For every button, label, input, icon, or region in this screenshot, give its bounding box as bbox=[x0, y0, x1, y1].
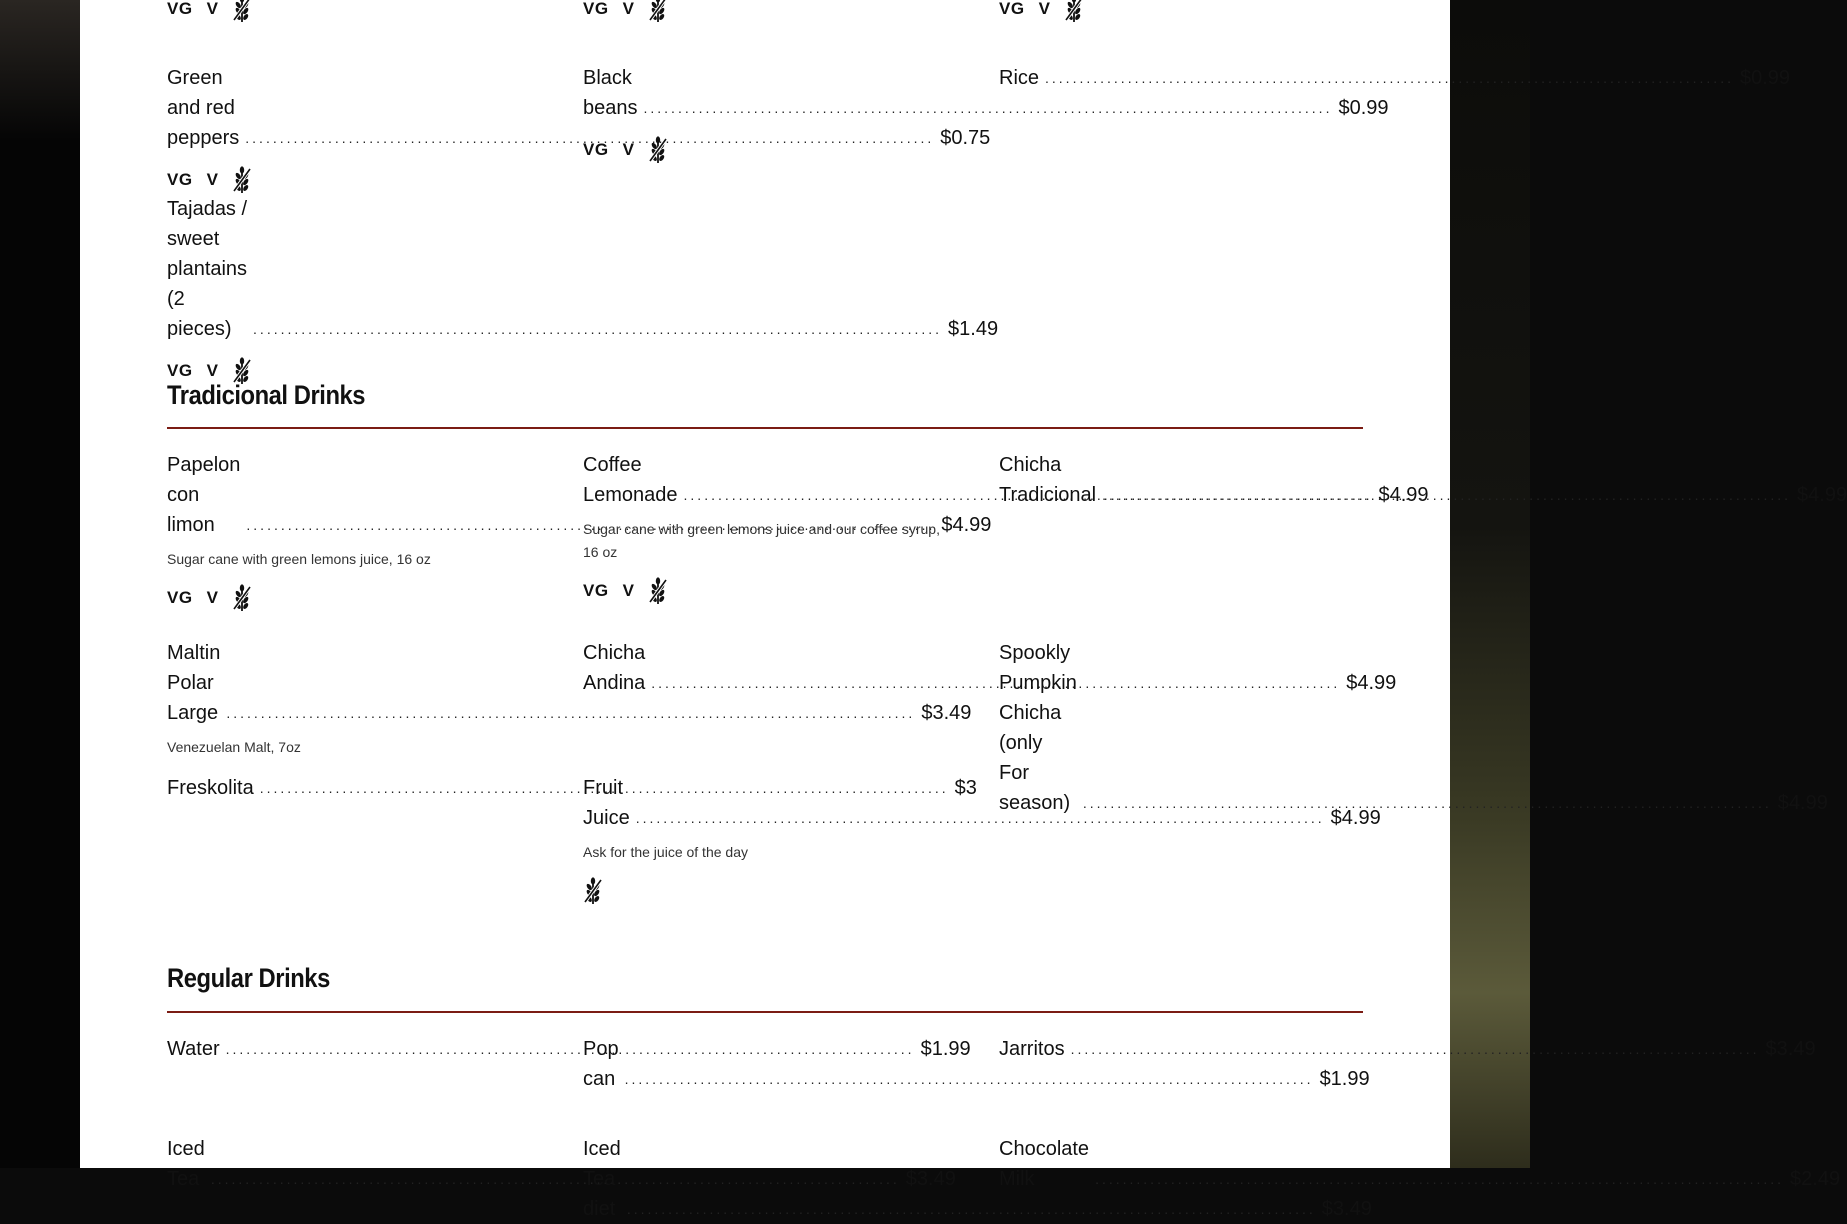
item-price: $1.49 bbox=[948, 318, 999, 340]
section-divider bbox=[167, 1011, 1363, 1013]
leader-dots bbox=[226, 698, 915, 728]
vegan-badge: VG bbox=[167, 170, 193, 189]
leader-dots bbox=[644, 93, 1333, 123]
menu-item bbox=[583, 773, 1381, 906]
item-name: Rice bbox=[999, 67, 1040, 89]
vegetarian-badge: V bbox=[622, 0, 635, 18]
vegan-badge: VG bbox=[167, 588, 193, 607]
vegan-badge: VG bbox=[167, 361, 193, 380]
section-title: Tradicional Drinks bbox=[167, 380, 366, 410]
item-name: Chicha Andina bbox=[583, 642, 646, 694]
item-name: Spookly Pumpkin Chicha (only For season) bbox=[999, 642, 1077, 814]
item-price: $4.99 bbox=[1378, 484, 1429, 506]
item-price: $3.49 bbox=[1321, 1198, 1372, 1220]
leader-dots bbox=[627, 1194, 1316, 1224]
item-name: Pop can bbox=[583, 1038, 619, 1090]
item-name: Jarritos bbox=[999, 1038, 1065, 1060]
vegetarian-badge: V bbox=[1038, 0, 1051, 18]
gluten-free-icon bbox=[648, 577, 668, 605]
menu-item bbox=[999, 63, 1791, 93]
item-name: Black beans bbox=[583, 67, 638, 119]
menu-item bbox=[999, 638, 1828, 818]
item-price: $3.49 bbox=[921, 702, 972, 724]
item-name: Iced Tea bbox=[167, 1138, 205, 1190]
item-price: $3.49 bbox=[1765, 1038, 1816, 1060]
vegetarian-badge: V bbox=[206, 361, 219, 380]
gluten-free-icon bbox=[648, 136, 668, 164]
item-price: $0.99 bbox=[1338, 97, 1389, 119]
leader-dots bbox=[1095, 1164, 1784, 1194]
menu-item bbox=[583, 638, 1397, 698]
dietary-tags bbox=[583, 135, 947, 165]
item-price: $3.49 bbox=[905, 1168, 956, 1190]
item-description: Venezuelan Malt, 7oz bbox=[167, 739, 301, 755]
leader-dots bbox=[1071, 1034, 1760, 1064]
section-divider bbox=[167, 427, 1363, 429]
menu-item bbox=[999, 0, 1363, 24]
vegetarian-badge: V bbox=[206, 0, 219, 18]
item-name: Tajadas / sweet plantains (2 pieces) bbox=[167, 198, 248, 340]
item-description: Sugar cane with green lemons juice, 16 oz bbox=[167, 551, 431, 567]
gluten-free-icon bbox=[583, 877, 603, 905]
item-description: Sugar cane with green lemons juice and our coffee syrup, 16 oz bbox=[583, 521, 940, 560]
dietary-tags bbox=[583, 576, 947, 606]
section-title: Regular Drinks bbox=[167, 963, 330, 993]
dietary-tags bbox=[999, 0, 1363, 24]
menu-item bbox=[167, 0, 531, 24]
item-name: Chocolate Milk bbox=[999, 1138, 1090, 1190]
menu-item bbox=[583, 0, 947, 24]
item-price: $2.49 bbox=[1790, 1168, 1841, 1190]
item-price: $0.99 bbox=[1739, 67, 1791, 89]
item-name: Water bbox=[167, 1038, 220, 1060]
item-name: Iced Tea diet bbox=[583, 1138, 621, 1220]
background-left bbox=[0, 0, 80, 1168]
gluten-free-icon bbox=[648, 0, 668, 23]
leader-dots bbox=[253, 314, 942, 344]
dietary-tags bbox=[583, 0, 947, 24]
menu-item bbox=[999, 1134, 1841, 1194]
leader-dots bbox=[636, 803, 1325, 833]
dietary-tags bbox=[167, 0, 531, 24]
item-price: $1.99 bbox=[920, 1038, 971, 1060]
item-name: Green and red peppers bbox=[167, 67, 240, 149]
item-name: Maltin Polar Large bbox=[167, 642, 221, 724]
menu-page bbox=[80, 0, 1847, 1220]
menu-item bbox=[999, 1034, 1816, 1064]
vegan-badge: VG bbox=[583, 140, 609, 159]
item-price: $4.99 bbox=[1777, 792, 1828, 814]
item-name: Papelon con limon bbox=[167, 454, 241, 536]
item-description: Ask for the juice of the day bbox=[583, 844, 748, 860]
item-price: $4.99 bbox=[1346, 672, 1397, 694]
item-price: $4.99 bbox=[1330, 807, 1381, 829]
item-price: $1.99 bbox=[1319, 1068, 1370, 1090]
item-name: Freskolita bbox=[167, 777, 254, 799]
dietary-tags bbox=[167, 583, 531, 613]
vegan-badge: VG bbox=[999, 0, 1025, 18]
leader-dots bbox=[1102, 480, 1791, 510]
gluten-free-icon bbox=[232, 0, 252, 23]
item-name: Fruit Juice bbox=[583, 777, 630, 829]
item-price: $3 bbox=[954, 777, 977, 799]
vegan-badge: VG bbox=[583, 0, 609, 18]
dietary-tags bbox=[583, 876, 947, 906]
gluten-free-icon bbox=[232, 166, 252, 194]
item-price: $4.99 bbox=[941, 514, 992, 536]
gluten-free-icon bbox=[232, 584, 252, 612]
vegetarian-badge: V bbox=[206, 170, 219, 189]
vegetarian-badge: V bbox=[622, 581, 635, 600]
item-name: Coffee Lemonade bbox=[583, 454, 678, 506]
gluten-free-icon bbox=[1064, 0, 1084, 23]
dietary-tags bbox=[167, 165, 531, 195]
leader-dots bbox=[625, 1064, 1314, 1094]
vegan-badge: VG bbox=[583, 581, 609, 600]
menu-item bbox=[999, 450, 1847, 510]
background-right bbox=[1450, 0, 1530, 1168]
vegetarian-badge: V bbox=[206, 588, 219, 607]
item-name: Chicha Tradicional bbox=[999, 454, 1097, 506]
vegetarian-badge: V bbox=[622, 140, 635, 159]
menu-item bbox=[167, 194, 999, 386]
leader-dots bbox=[1045, 63, 1734, 93]
item-price: $0.75 bbox=[940, 127, 991, 149]
item-price: $4.99 bbox=[1797, 484, 1847, 506]
vegan-badge: VG bbox=[167, 0, 193, 18]
